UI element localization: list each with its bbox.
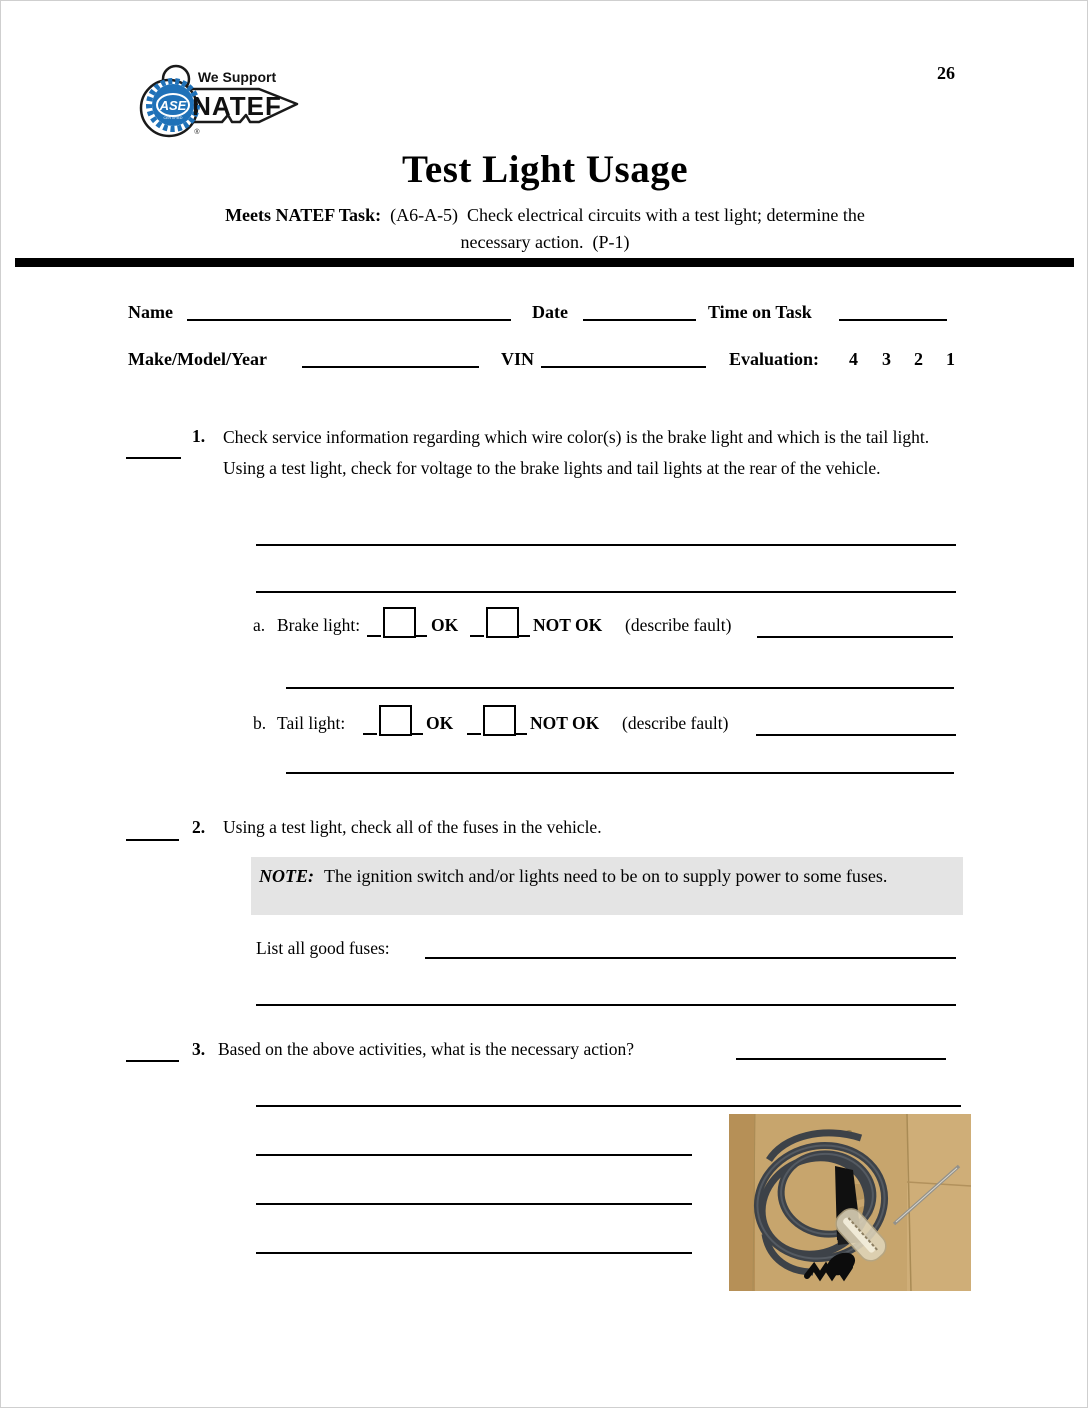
list-fuses-label: List all good fuses: xyxy=(256,938,390,958)
item1-grade-blank[interactable] xyxy=(126,437,181,459)
list-fuses-field-line[interactable] xyxy=(425,937,956,959)
date-label: Date xyxy=(532,302,568,322)
make-model-year-field-line[interactable] xyxy=(302,346,479,368)
natef-key-logo-icon xyxy=(131,59,301,144)
time-on-task-field-line[interactable] xyxy=(839,299,947,321)
page-number: 26 xyxy=(937,63,955,83)
tail-ok-label: OK xyxy=(426,713,454,733)
brake-light-ok-checkbox[interactable] xyxy=(383,607,416,638)
task-label: Meets NATEF Task: xyxy=(225,205,382,225)
item1-number: 1. xyxy=(192,426,206,446)
vin-field-line[interactable] xyxy=(541,346,706,368)
evaluation-score-1[interactable]: 1 xyxy=(946,349,955,369)
sub-b-letter: b. xyxy=(253,713,267,733)
brake-light-label: Brake light: xyxy=(277,615,361,635)
tail-light-not-ok-checkbox[interactable] xyxy=(483,705,516,736)
tail-notok-stub-left xyxy=(467,714,481,735)
test-light-photo xyxy=(729,1114,971,1291)
brake-fault-answer-line[interactable] xyxy=(286,687,954,689)
tail-notok-stub-right xyxy=(515,714,527,735)
note-text: The ignition switch and/or lights need to be on to supply power to some fuses. xyxy=(324,866,888,886)
item3-field-line[interactable] xyxy=(736,1038,946,1060)
tail-not-ok-label: NOT OK xyxy=(530,713,600,733)
make-model-year-label: Make/Model/Year xyxy=(128,349,267,369)
brake-not-ok-label: NOT OK xyxy=(533,615,603,635)
ase-certified-text: CERTIFIED xyxy=(163,116,183,120)
brake-light-not-ok-checkbox[interactable] xyxy=(486,607,519,638)
header-divider-rule xyxy=(15,258,1074,267)
tail-light-ok-checkbox[interactable] xyxy=(379,705,412,736)
tail-fault-answer-line[interactable] xyxy=(286,772,954,774)
brake-notok-stub-left xyxy=(470,616,484,637)
evaluation-label: Evaluation: xyxy=(729,349,820,369)
vin-label: VIN xyxy=(501,349,535,369)
note-text-block xyxy=(251,857,963,890)
item3-answer-line-3[interactable] xyxy=(256,1203,692,1205)
brake-ok-label: OK xyxy=(431,615,459,635)
item3-number: 3. xyxy=(192,1039,206,1059)
evaluation-score-2[interactable]: 2 xyxy=(914,349,923,369)
date-field-line[interactable] xyxy=(583,299,696,321)
name-label: Name xyxy=(128,302,173,322)
registered-mark: ® xyxy=(194,129,200,136)
item2-text: Using a test light, check all of the fuses in the vehicle. xyxy=(223,817,602,837)
tail-ok-stub-left xyxy=(363,714,377,735)
item3-answer-line-4[interactable] xyxy=(256,1252,692,1254)
time-on-task-label: Time on Task xyxy=(708,302,812,322)
brake-ok-stub-right xyxy=(415,616,427,637)
list-fuses-answer-line[interactable] xyxy=(256,1004,956,1006)
tail-describe-fault-label: (describe fault) xyxy=(622,713,729,733)
brake-notok-stub-right xyxy=(518,616,530,637)
brake-describe-fault-label: (describe fault) xyxy=(625,615,732,635)
note-label: NOTE: xyxy=(259,866,314,886)
item3-text: Based on the above activities, what is the necessary action? xyxy=(218,1039,634,1059)
item1-text: Check service information regarding which wire color(s) is the brake light and which is the tail light. Using a test light, check for voltage to the brake lights and tail lights at the rear of the vehicle. xyxy=(223,427,938,478)
tail-ok-stub-right xyxy=(411,714,423,735)
brake-ok-stub-left xyxy=(367,616,381,637)
ase-text: ASE xyxy=(159,98,187,113)
item3-answer-line-1[interactable] xyxy=(256,1105,961,1107)
item1-answer-line-1[interactable] xyxy=(256,544,956,546)
item2-number: 2. xyxy=(192,817,206,837)
brake-fault-field-line[interactable] xyxy=(757,616,953,638)
item3-grade-blank[interactable] xyxy=(126,1040,179,1062)
item3-answer-line-2[interactable] xyxy=(256,1154,692,1156)
item1-answer-line-2[interactable] xyxy=(256,591,956,593)
natef-logo xyxy=(131,59,301,144)
name-field-line[interactable] xyxy=(187,299,511,321)
natef-task-line1 xyxy=(1,202,1088,229)
sub-a-letter: a. xyxy=(253,615,266,635)
natef-task-line2: necessary action. (P-1) xyxy=(460,232,630,252)
tail-fault-field-line[interactable] xyxy=(756,714,956,736)
task-text: (A6-A-5) Check electrical circuits with a test light; determine the xyxy=(390,205,865,225)
natef-text: NATEF xyxy=(192,91,282,121)
item2-grade-blank[interactable] xyxy=(126,819,179,841)
note-box xyxy=(251,857,963,915)
test-light-photo-image xyxy=(729,1114,971,1291)
tail-light-label: Tail light: xyxy=(277,713,346,733)
we-support-text: We Support xyxy=(197,69,277,85)
evaluation-score-3[interactable]: 3 xyxy=(882,349,891,369)
page-title: Test Light Usage xyxy=(401,148,689,191)
evaluation-score-4[interactable]: 4 xyxy=(849,349,858,369)
